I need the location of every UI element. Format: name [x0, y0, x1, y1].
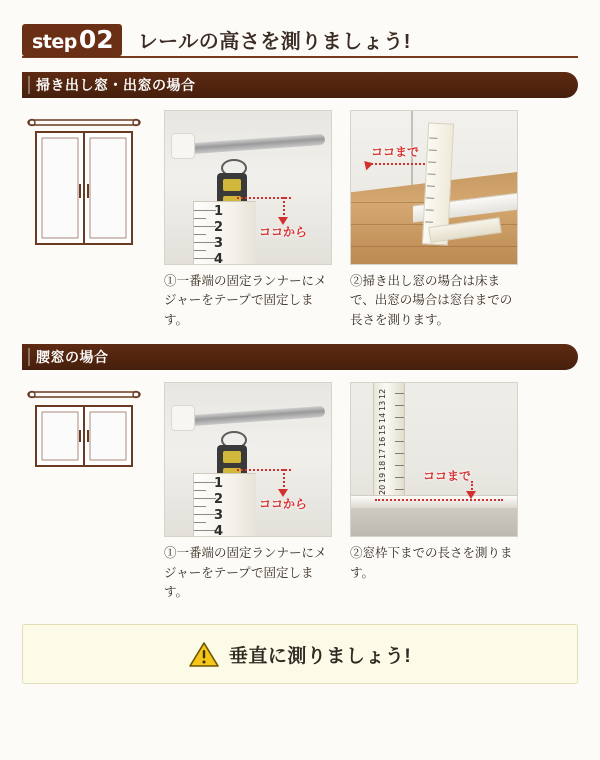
warning-triangle-svg — [189, 641, 219, 668]
half-height-window-svg — [22, 386, 154, 486]
photo-runner-tape-top-2 — [164, 382, 332, 537]
wall-below-sill — [351, 508, 517, 536]
page-title: レールの高さを測りましょう! — [137, 31, 411, 53]
section-1-label: 掃き出し窓・出窓の場合 — [36, 77, 196, 93]
tape-number: 2 — [214, 220, 224, 235]
sliding-window-svg — [22, 114, 154, 264]
photo-runner-tape-top — [164, 110, 332, 265]
rail-end-cap — [171, 405, 195, 431]
ruler-number: 15 — [378, 424, 387, 436]
ruler-number: 12 — [378, 388, 387, 400]
tape-number: 1 — [214, 204, 224, 219]
annotation-label-end: ココまで — [423, 469, 472, 484]
section-2-body — [22, 382, 578, 602]
ruler-number: 19 — [378, 472, 387, 484]
annotation-label-start: ココから — [259, 497, 308, 512]
ruler-number: 18 — [378, 460, 387, 472]
section-1-panels — [164, 110, 578, 330]
measuring-tape — [193, 473, 256, 537]
section-2-label: 腰窓の場合 — [36, 349, 109, 366]
section-2-panels — [164, 382, 578, 602]
half-height-window-diagram — [22, 382, 154, 602]
ruler-number: 14 — [378, 412, 387, 424]
annotation-guide-line-vertical — [283, 469, 285, 491]
tape-number: 3 — [214, 508, 224, 524]
tape-number: 4 — [214, 524, 224, 538]
tape-number: 3 — [214, 236, 224, 251]
panel-2 — [350, 110, 518, 330]
tape-number: 4 — [214, 252, 224, 265]
ruler-number: 16 — [378, 436, 387, 448]
section-1-body — [22, 110, 578, 330]
tape-number: 1 — [214, 476, 224, 492]
panel-2-caption: ②掃き出し窓の場合は床まで、出窓の場合は窓台までの長さを測ります。 — [350, 274, 513, 327]
annotation-arrow — [466, 491, 476, 499]
step-number: 02 — [78, 25, 114, 54]
panel-1-caption: ①一番端の固定ランナーにメジャーをテープで固定します。 — [164, 274, 327, 327]
warning-triangle-icon — [189, 641, 219, 668]
panel-4 — [350, 382, 518, 602]
panel-3 — [164, 382, 332, 602]
panel-3-caption: ①一番端の固定ランナーにメジャーをテープで固定します。 — [164, 546, 327, 599]
step-header — [22, 0, 578, 58]
annotation-guide-line — [367, 163, 425, 165]
step-badge — [22, 24, 122, 56]
ruler-number: 20 — [378, 484, 387, 496]
panel-1 — [164, 110, 332, 330]
rail-end-cap — [171, 133, 195, 159]
annotation-label-start: ココから — [259, 225, 308, 239]
sliding-window-diagram — [22, 110, 154, 330]
step-word: step — [32, 31, 77, 53]
window-sill — [351, 495, 517, 508]
annotation-label-end: ココまで — [371, 145, 420, 159]
section-ribbon-2 — [22, 344, 578, 370]
section-ribbon-1 — [22, 72, 578, 98]
ruler-number: 13 — [378, 400, 387, 412]
photo-floor-corner — [350, 110, 518, 265]
tape-number: 2 — [214, 492, 224, 508]
annotation-guide-line-vertical — [283, 197, 285, 219]
notice-text: 垂直に測りましょう! — [228, 645, 412, 667]
panel-4-caption: ②窓枠下までの長さを測ります。 — [350, 546, 513, 580]
photo-window-frame-bottom — [350, 382, 518, 537]
ruler-number: 17 — [378, 448, 387, 460]
annotation-guide-line — [375, 499, 503, 501]
measuring-tape — [193, 201, 256, 265]
notice-box — [22, 624, 578, 684]
